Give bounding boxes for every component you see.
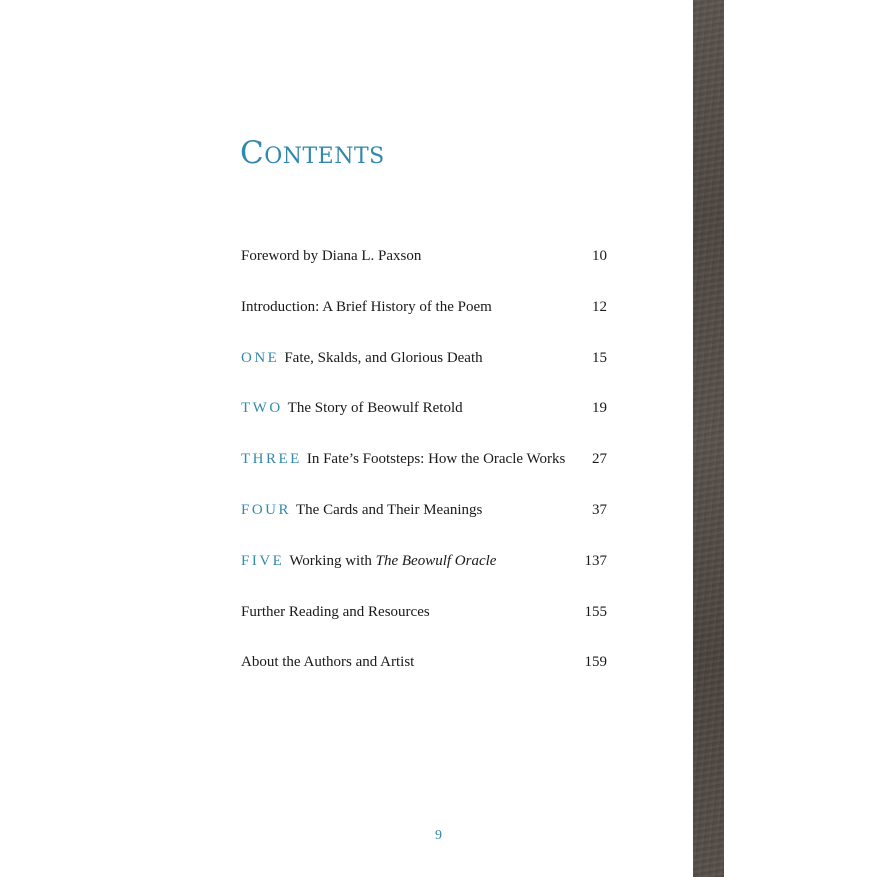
toc-list [241,239,607,696]
toc-entry[interactable] [241,595,607,646]
toc-entry-title: FOUR The Cards and Their Meanings [241,501,483,518]
toc-entry[interactable] [241,391,607,442]
toc-entry-page: 12 [592,298,607,315]
chapter-number: FOUR [241,501,292,518]
toc-entry-title: Foreword by Diana L. Paxson [241,248,422,264]
toc-entry-page: 10 [592,248,607,264]
toc-entry-page: 155 [584,603,607,620]
toc-entry[interactable] [241,341,607,392]
toc-entry-title: TWO The Story of Beowulf Retold [241,400,463,417]
toc-entry[interactable] [241,442,607,493]
toc-entry-page: 37 [592,501,607,518]
chapter-number: THREE [241,451,302,468]
toc-entry-title: About the Authors and Artist [241,654,415,671]
page-number: 9 [435,828,442,843]
chapter-number: FIVE [241,552,285,569]
toc-entry-page: 27 [592,451,607,468]
toc-entry-title: FIVE Working with The Beowulf Oracle [241,552,497,569]
chapter-number: TWO [241,400,283,417]
chapter-number: ONE [241,349,280,366]
toc-entry-page: 159 [584,654,607,671]
toc-entry-page: 19 [592,400,607,417]
book-title-italic: The Beowulf Oracle [375,552,497,569]
toc-entry-page: 137 [584,552,607,569]
toc-entry-title: THREE In Fate’s Footsteps: How the Oracle Works [241,451,566,468]
toc-entry[interactable] [241,544,607,595]
toc-entry[interactable] [241,645,607,696]
toc-entry[interactable] [241,290,607,341]
book-spine-edge [693,0,724,877]
toc-entry-title: Introduction: A Brief History of the Poem [241,298,492,315]
toc-entry[interactable] [241,493,607,544]
contents-title: Contents [240,135,385,171]
toc-entry[interactable] [241,239,607,290]
toc-entry-title: Further Reading and Resources [241,603,430,620]
toc-entry-title: ONE Fate, Skalds, and Glorious Death [241,349,483,366]
toc-entry-page: 15 [592,349,607,366]
